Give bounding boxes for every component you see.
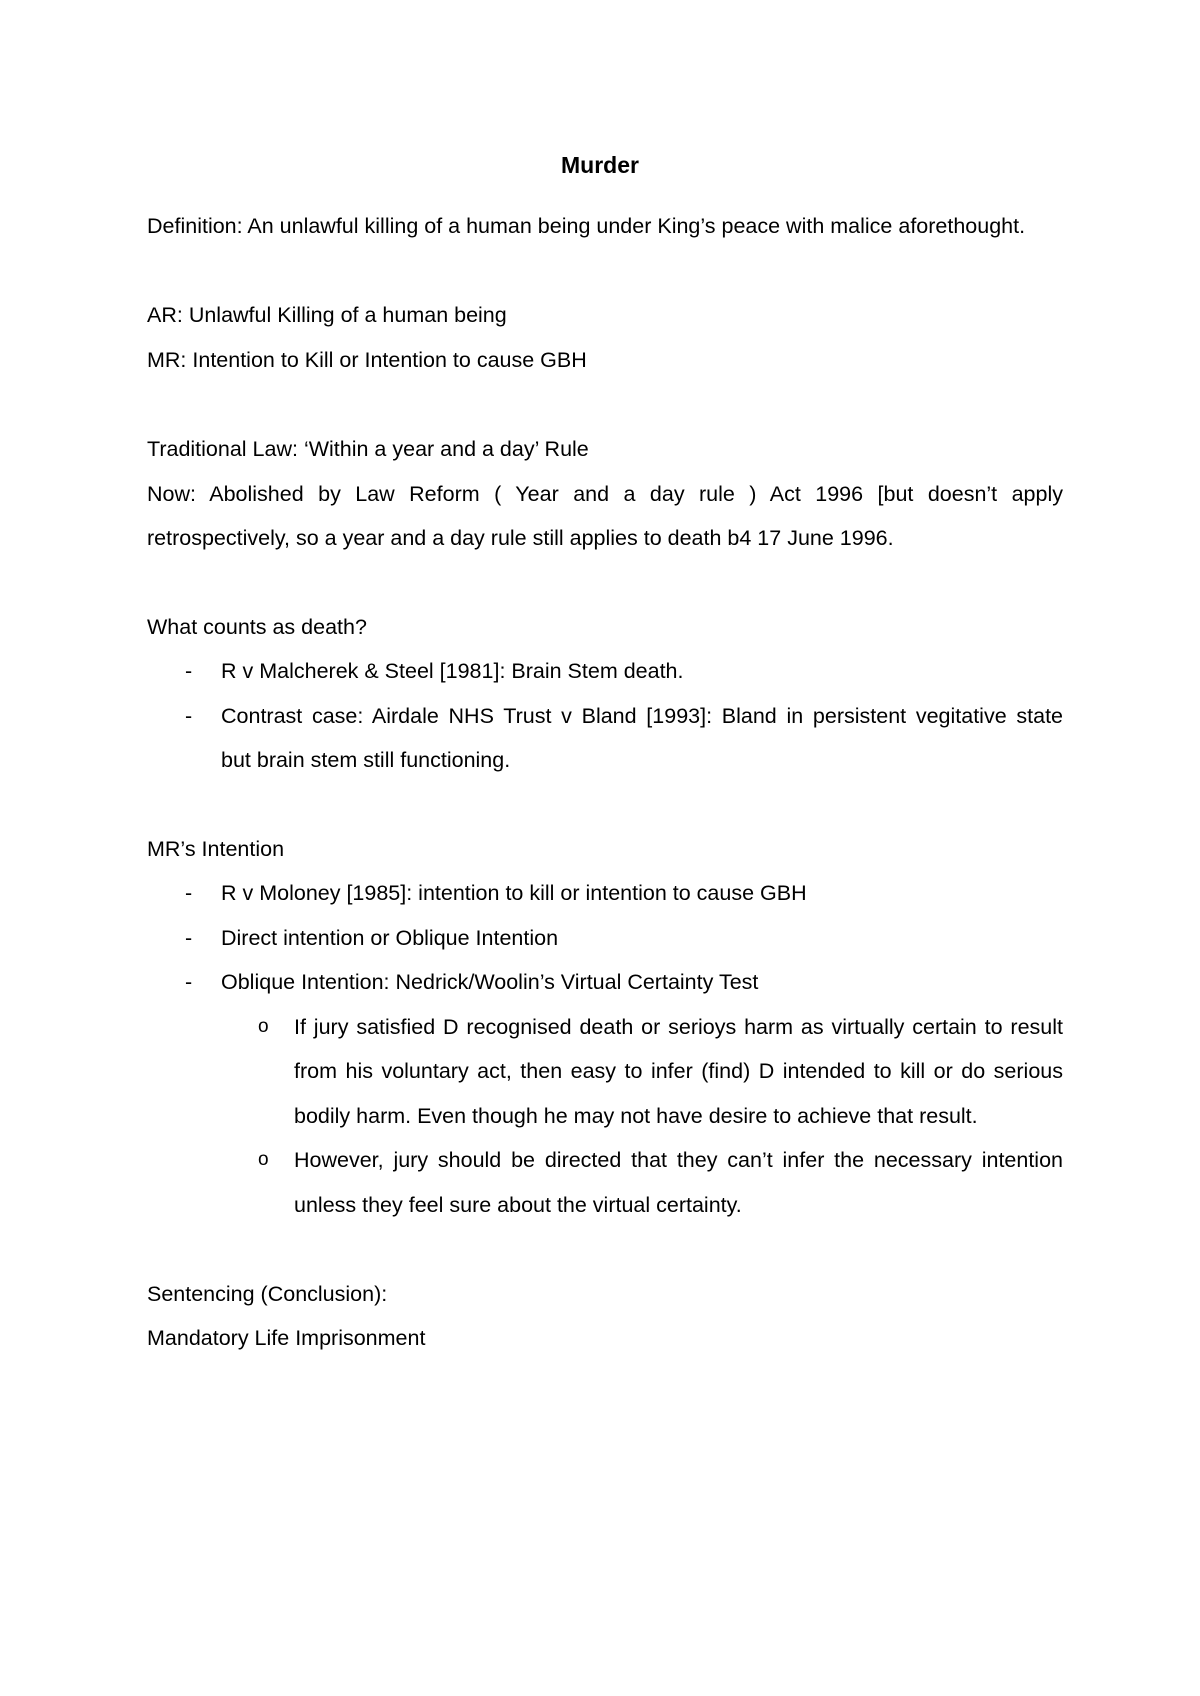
now-text-line-2: retrospectively, so a year and a day rule still applies to death b4 17 June 1996.: [147, 526, 894, 550]
sub-bullet-2-line-1: However, jury should be directed that they can’t infer the necessary intention: [294, 1148, 1063, 1172]
dash-bullet-marker: -: [185, 926, 193, 950]
death-bullet-2-line-2: but brain stem still functioning.: [221, 748, 511, 772]
sub-bullet-1-line-2: from his voluntary act, then easy to infer (find) D intended to kill or do serious: [294, 1059, 1063, 1083]
intention-bullet-1: R v Moloney [1985]: intention to kill or intention to cause GBH: [221, 881, 807, 905]
dash-bullet-marker: -: [185, 881, 193, 905]
now-text-line-1: Now: Abolished by Law Reform ( Year and a day rule ) Act 1996 [but doesn’t apply: [147, 482, 1063, 506]
sub-bullet-2-line-2: unless they feel sure about the virtual certainty.: [294, 1193, 742, 1217]
sub-bullet-1-line-3: bodily harm. Even though he may not have desire to achieve that result.: [294, 1104, 978, 1128]
actus-reus-text: AR: Unlawful Killing of a human being: [147, 303, 507, 327]
intention-bullet-3: Oblique Intention: Nedrick/Woolin’s Virtual Certainty Test: [221, 970, 759, 994]
circle-bullet-marker: o: [258, 1016, 269, 1037]
death-bullet-1: R v Malcherek & Steel [1981]: Brain Stem death.: [221, 659, 684, 683]
definition-text: Definition: An unlawful killing of a human being under King’s peace with malice aforethought.: [147, 214, 1026, 238]
circle-bullet-marker: o: [258, 1149, 269, 1170]
sub-bullet-1-line-1: If jury satisfied D recognised death or serioys harm as virtually certain to result: [294, 1015, 1063, 1039]
intention-heading: MR’s Intention: [147, 837, 285, 861]
sentencing-heading: Sentencing (Conclusion):: [147, 1282, 388, 1306]
dash-bullet-marker: -: [185, 970, 193, 994]
sentencing-value: Mandatory Life Imprisonment: [147, 1326, 426, 1350]
page-title: Murder: [561, 152, 639, 178]
intention-bullet-2: Direct intention or Oblique Intention: [221, 926, 559, 950]
mens-rea-text: MR: Intention to Kill or Intention to cause GBH: [147, 348, 587, 372]
dash-bullet-marker: -: [185, 659, 193, 683]
death-heading: What counts as death?: [147, 615, 367, 639]
dash-bullet-marker: -: [185, 704, 193, 728]
death-bullet-2-line-1: Contrast case: Airdale NHS Trust v Bland [1993]: Bland in persistent vegitative state: [221, 704, 1063, 728]
traditional-law-text: Traditional Law: ‘Within a year and a day’ Rule: [147, 437, 589, 461]
